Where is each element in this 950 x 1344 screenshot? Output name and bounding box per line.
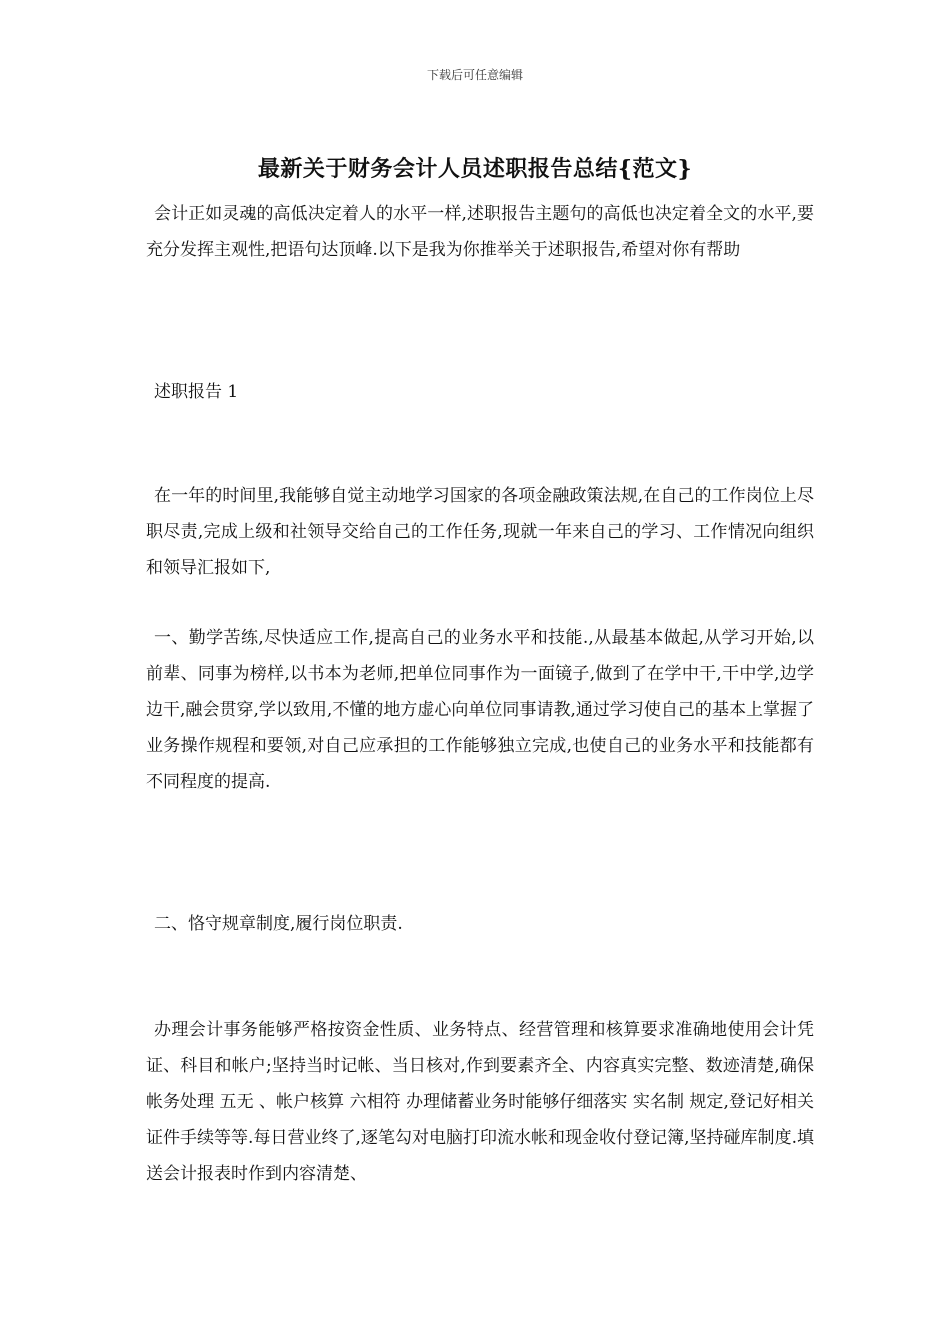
section-2-heading: 二、恪守规章制度,履行岗位职责. (154, 914, 403, 934)
report-heading: 述职报告 1 (154, 382, 239, 402)
header-note: 下载后可任意编辑 (426, 68, 523, 82)
document-title: 最新关于财务会计人员述职报告总结{范文} (257, 156, 693, 182)
intro-paragraph: 会计正如灵魂的高低决定着人的水平一样,述职报告主题句的高低也决定着全文的水平,要充分发挥主观性,把语句达顶峰.以下是我为你推举关于述职报告,希望对你有帮助 (146, 204, 814, 260)
body-paragraph-1: 在一年的时间里,我能够自觉主动地学习国家的各项金融政策法规,在自己的工作岗位上尽职尽责,完成上级和社领导交给自己的工作任务,现就一年来自己的学习、工作情况向组织和领导汇报如下, (146, 486, 814, 578)
section-1-paragraph: 一、勤学苦练,尽快适应工作,提高自己的业务水平和技能.,从最基本做起,从学习开始,以前辈、同事为榜样,以书本为老师,把单位同事作为一面镜子,做到了在学中干,干中学,边学边干,融会贯穿,学以致用,不懂的地方虚心向单位同事请教,通过学习使自己的基本上掌握了业务操作规程和要领,对自己应承担的工作能够独立完成,也使自己的业务水平和技能都有不同程度的提高. (146, 628, 814, 792)
body-paragraph-2: 办理会计事务能够严格按资金性质、业务特点、经营管理和核算要求准确地使用会计凭证、科目和帐户;坚持当时记帐、当日核对,作到要素齐全、内容真实完整、数迹清楚,确保帐务处理 五无 、帐户核算 六相符 办理储蓄业务时能够仔细落实 实名制 规定,登记好相关证件手续等等.每日营业终了,逐笔勾对电脑打印流水帐和现金收付登记簿,坚持碰库制度.填送会计报表时作到内容清楚、 (146, 1020, 814, 1184)
